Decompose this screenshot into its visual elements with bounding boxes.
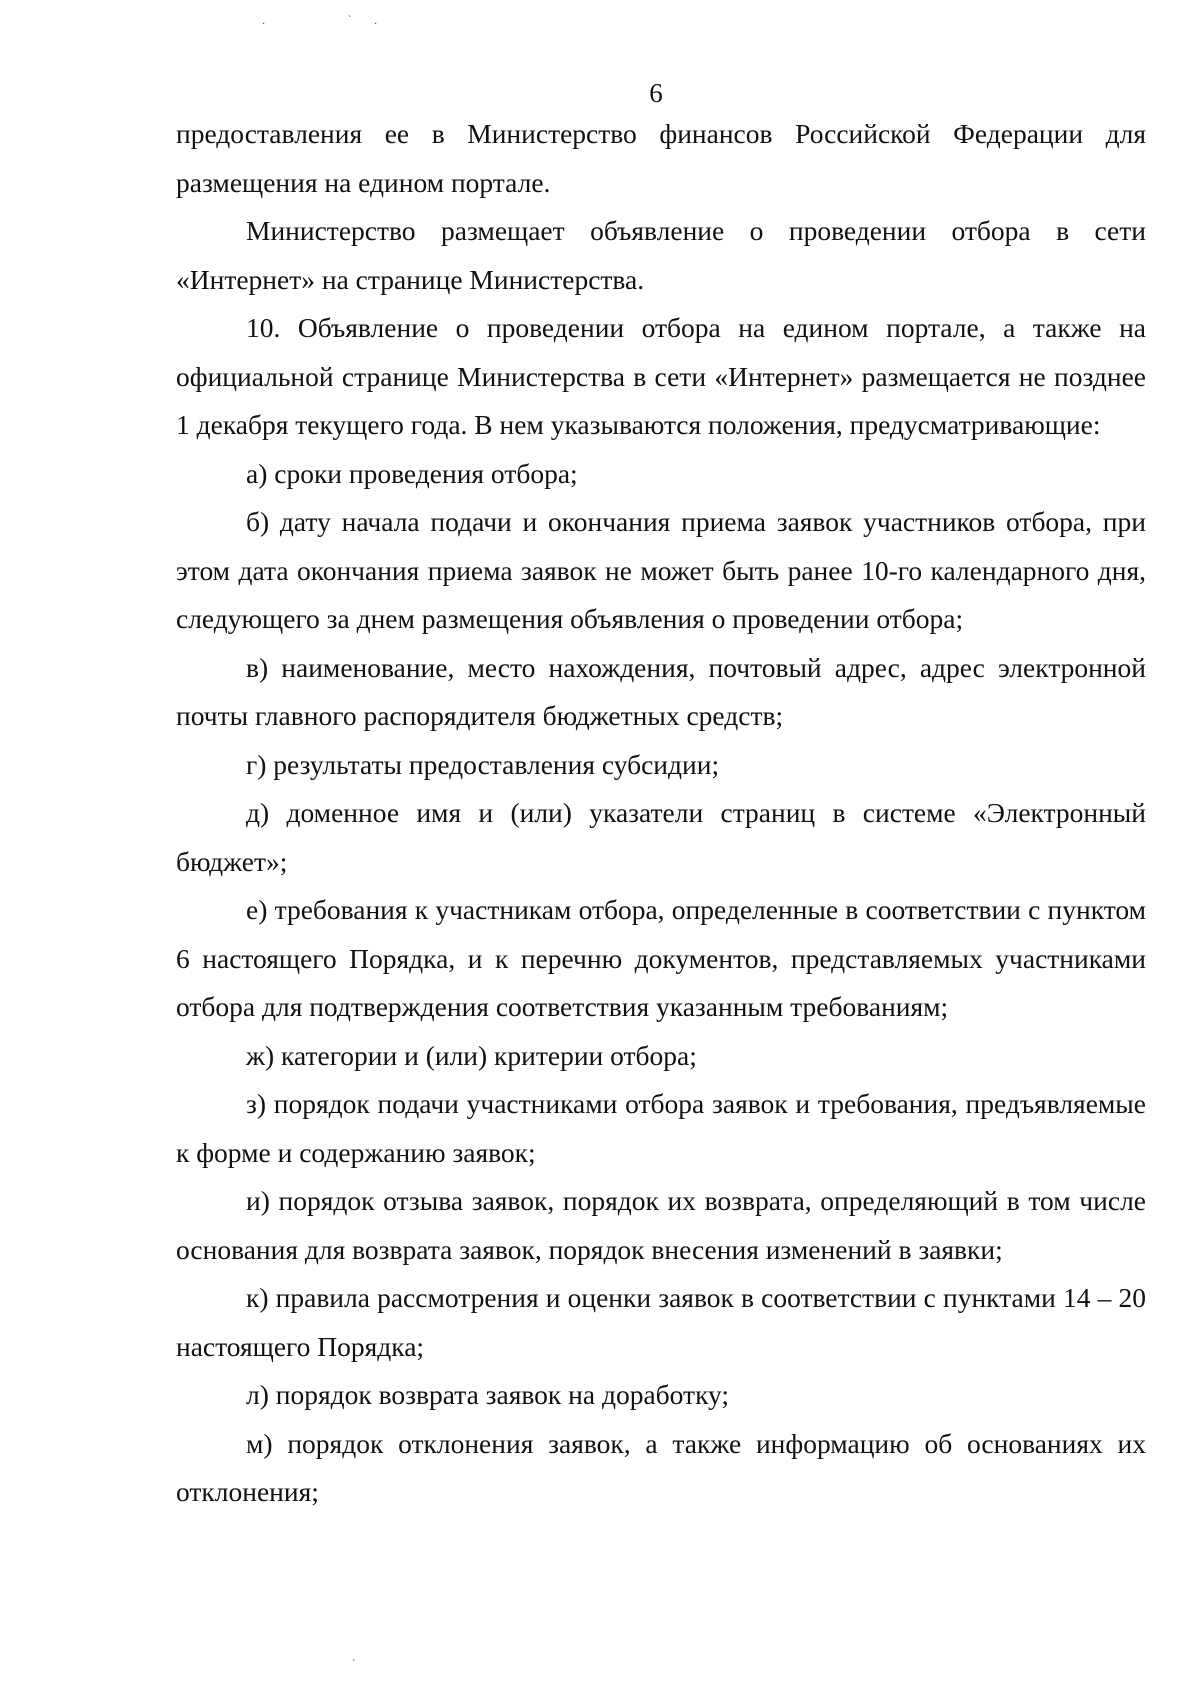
list-item-d: д) доменное имя и (или) указатели страниц в системе «Электронный бюджет»;: [176, 797, 1146, 877]
list-item-m: м) порядок отклонения заявок, а также информацию об основаниях их отклонения;: [176, 1427, 1146, 1507]
list-item-g: г) результаты предоставления субсидии;: [246, 748, 720, 780]
list-item-zh: ж) категории и (или) критерии отбора;: [246, 1039, 697, 1071]
scan-artifact: ·: [262, 19, 266, 30]
paragraph-continuation: предоставления ее в Министерство финансов Российской Федерации для размещения на едином портале.: [176, 118, 1146, 198]
document-body: [176, 110, 1146, 1517]
scan-artifact: ˋ: [352, 1659, 356, 1670]
scan-artifact: ·: [374, 19, 378, 30]
paragraph-clause-10: 10. Объявление о проведении отбора на едином портале, а также на официальной странице Министерства в сети «Интернет» размещается не позднее 1 декабря текущего года. В нем указываются положения, предусматривающие:: [176, 312, 1146, 440]
list-item-l: л) порядок возврата заявок на доработку;: [246, 1379, 730, 1410]
list-item-e: е) требования к участникам отбора, определенные в соответствии с пунктом 6 настоящего Порядка, и к перечню документов, представляемых участниками отбора для подтверждения соответствия указанным требованиям;: [176, 894, 1146, 1022]
page-number: 6: [649, 78, 663, 108]
list-item-k: к) правила рассмотрения и оценки заявок в соответствии с пунктами 14 – 20 настоящего Порядка;: [176, 1282, 1146, 1362]
list-item-a: а) сроки проведения отбора;: [246, 457, 578, 489]
list-item-b: б) дату начала подачи и окончания приема заявок участников отбора, при этом дата окончания приема заявок не может быть ранее 10-го календарного дня, следующего за днем размещения объявления о проведении отбора;: [176, 506, 1146, 634]
paragraph-ministry-announcement: Министерство размещает объявление о проведении отбора в сети «Интернет» на странице Министерства.: [176, 215, 1146, 295]
list-item-v: в) наименование, место нахождения, почтовый адрес, адрес электронной почты главного распорядителя бюджетных средств;: [176, 651, 1146, 731]
list-item-i: и) порядок отзыва заявок, порядок их возврата, определяющий в том числе основания для возврата заявок, порядок внесения изменений в заявки;: [176, 1185, 1146, 1265]
scan-artifact: ˋ: [348, 15, 352, 26]
list-item-z: з) порядок подачи участниками отбора заявок и требования, предъявляемые к форме и содержанию заявок;: [176, 1088, 1146, 1168]
